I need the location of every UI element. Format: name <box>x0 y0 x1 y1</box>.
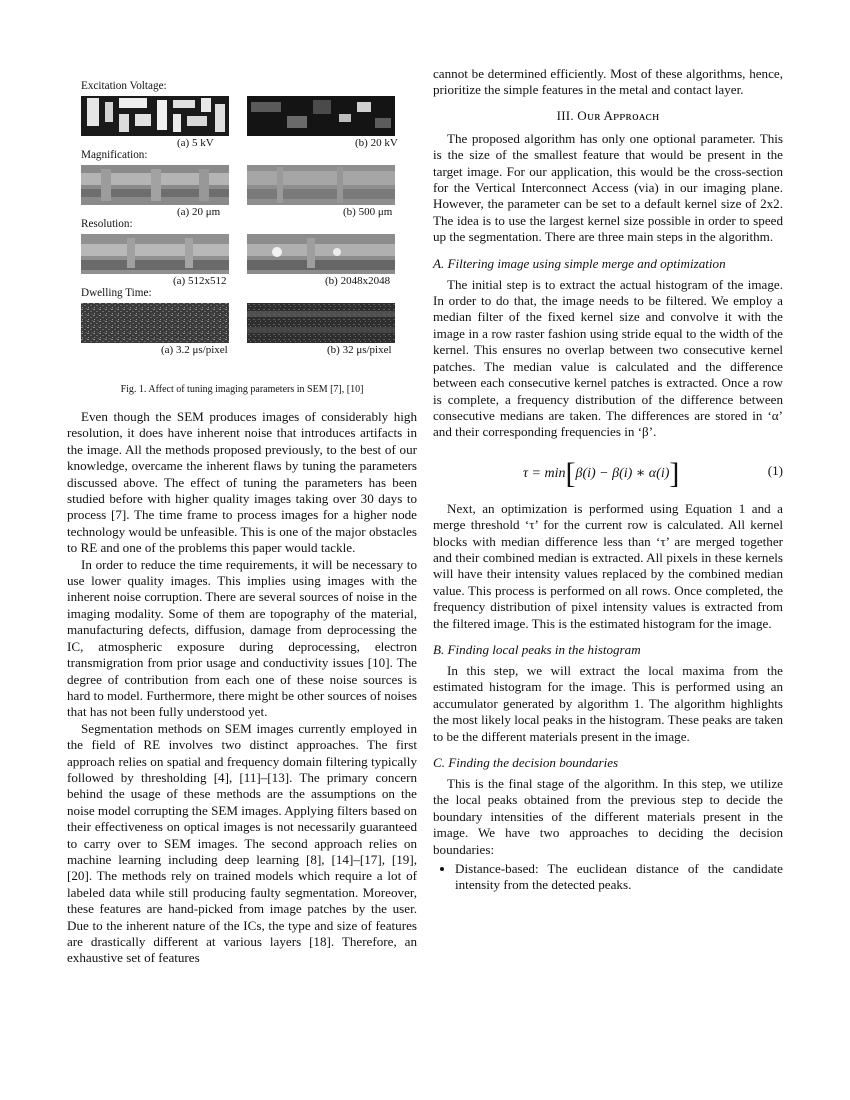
figure-sub-caption: (b) 500 μm <box>343 206 393 218</box>
figure-row-label: Magnification: <box>81 149 148 161</box>
sem-image-20kv <box>247 96 395 136</box>
figure-sub-caption: (a) 20 μm <box>177 206 221 218</box>
paragraph: Next, an optimization is performed using Equation 1 and a merge threshold ‘τ’ for the current row is calculated. All kernel blocks with median difference less than ‘τ’ are merged together and their combined median is extracted. All pixels in these kernels will have their intensity values replaced by the combined median value. This process is performed on all rows. Once completed, the frequency distribution of pixel intensity values is extracted from the filtered image. This is the estimated histogram for the image. <box>433 500 783 631</box>
bracket-left: [ <box>565 456 576 490</box>
subsection-title: A. Filtering image using simple merge and optimization <box>433 255 726 271</box>
paragraph: Even though the SEM produces images of considerably high resolution, it does have inherent noise that introduces artifacts in the image. All the methods proposed previously, to the best of our knowledge, overcame the inherent flaws by tuning the parameters discussed above. The effect of tuning the parameters has been studied before with higher quality images taking over 30 days to process [7]. The time frame to process images for a higher node technology would be unfeasible. This is one of the major obstacles to RE and one of the problems this paper would tackle. <box>67 409 417 556</box>
figure-sub-caption: (a) 5 kV <box>177 137 214 149</box>
paragraph: The initial step is to extract the actual histogram of the image. In order to do that, the image needs to be filtered. We employ a median filter of the fixed kernel size and convolve it with the image in a row raster fashion using stride equal to the width of the kernel. This ensures no overlap between two consecutive kernel patches. The median value is calculated and the difference between each consecutive kernel patches is extracted. Once a row is complete, a frequency distribution of the difference between consecutive medians are taken. The differences are stored in ‘α’ and their corresponding frequencies in ‘β’. <box>433 276 783 440</box>
sem-image-500um <box>247 165 395 205</box>
right-column <box>433 66 783 894</box>
subsection-title: B. Finding local peaks in the histogram <box>433 641 641 657</box>
figure-sub-caption: (b) 20 kV <box>355 137 398 149</box>
figure-1 <box>67 66 417 366</box>
sem-image-3-2us <box>81 303 229 343</box>
figure-caption: Fig. 1. Affect of tuning imaging parameters in SEM [7], [10] <box>120 384 364 395</box>
figure-sub-caption: (a) 512x512 <box>173 275 227 287</box>
bracket-right: ] <box>669 456 680 490</box>
sem-image-512 <box>81 234 229 274</box>
paragraph-continuation: cannot be determined efficiently. Most of these algorithms, hence, prioritize the simple features in the metal and contact layer. <box>433 66 783 98</box>
paragraph: In this step, we will extract the local maxima from the estimated histogram for the image. This is performed using an accumulator generated by algorithm 1. The algorithm highlights the most likely local peaks in the histogram. These peaks are taken to be the different materials present in the image. <box>433 662 783 744</box>
section-title: III. Oᴜʀ Aᴘᴘʀᴏᴀᴄʜ <box>556 107 660 123</box>
paragraph: In order to reduce the time requirements, it will be necessary to use lower quality images. This implies using images with the inherent noise corruption. There are several sources of noise in the imaging modality. Some of them are topography of the material, manufacturing defects, diffusion, damage from deprocessing the IC, atmospheric exposure during deprocessing, electron transmigration from prior usage and conductivity issues [10]. The degree of contribution from each one of these noise sources is hard to model. Furthermore, there might be other sources of noises that has not been fully understood yet. <box>67 556 417 720</box>
bullet-item: • Distance-based: The euclidean distance of the candidate intensity from the detected peaks. <box>455 861 783 894</box>
paragraph: The proposed algorithm has only one optional parameter. This is the size of the smallest feature that would be present in the target image. For our application, this would be the cross-section for the Vertical Interconnect Access (via) in our imaging plane. However, the parameter can be set to a default kernel size of 2x2. The idea is to use the largest kernel size possible in order to speed up the segmentation. There are three main steps in the algorithm. <box>433 130 783 245</box>
equation-body: β(i) − β(i) ∗ α(i) <box>575 465 670 481</box>
left-column <box>67 66 417 967</box>
equation-number: (1) <box>767 462 783 478</box>
equation-1 <box>433 449 783 495</box>
figure-row-label: Resolution: <box>81 218 133 230</box>
paragraph: Segmentation methods on SEM images currently employed in the field of RE involves two distinct approaches. The first approach relies on spatial and frequency domain filtering typically followed by thresholding [4], [11]–[13]. The primary concern behind the usage of these methods are the assumptions on the noise model corrupting the SEM images. Applying filters based on their effectiveness on optical images is not necessarily guaranteed to carry over to SEM images. The second approach relies on machine learning including deep learning [8], [14]–[17], [19], [20]. The methods rely on trained models which require a lot of labeled data while still producing faulty segmentation. Moreover, these features are hand-picked from image patches by the user. Due to the inherent nature of the ICs, the type and size of features are drastically different at various layers [18]. Therefore, an exhaustive set of features <box>67 720 417 966</box>
figure-sub-caption: (b) 32 μs/pixel <box>327 344 392 356</box>
figure-sub-caption: (b) 2048x2048 <box>325 275 391 287</box>
sem-image-2048 <box>247 234 395 274</box>
sem-image-20um <box>81 165 229 205</box>
figure-sub-caption: (a) 3.2 μs/pixel <box>161 344 228 356</box>
sem-image-5kv <box>81 96 229 136</box>
figure-row-label: Dwelling Time: <box>81 287 152 299</box>
figure-row-label: Excitation Voltage: <box>81 80 167 92</box>
equation-lhs: τ = min <box>523 465 566 481</box>
bullet-list <box>433 861 783 894</box>
paragraph: This is the final stage of the algorithm. In this step, we utilize the local peaks obtained from the previous step to decide the boundary intensities of the different materials present in the image. We have two approaches to deciding the decision boundaries: <box>433 776 783 857</box>
subsection-title: C. Finding the decision boundaries <box>433 755 619 770</box>
sem-image-32us <box>247 303 395 343</box>
